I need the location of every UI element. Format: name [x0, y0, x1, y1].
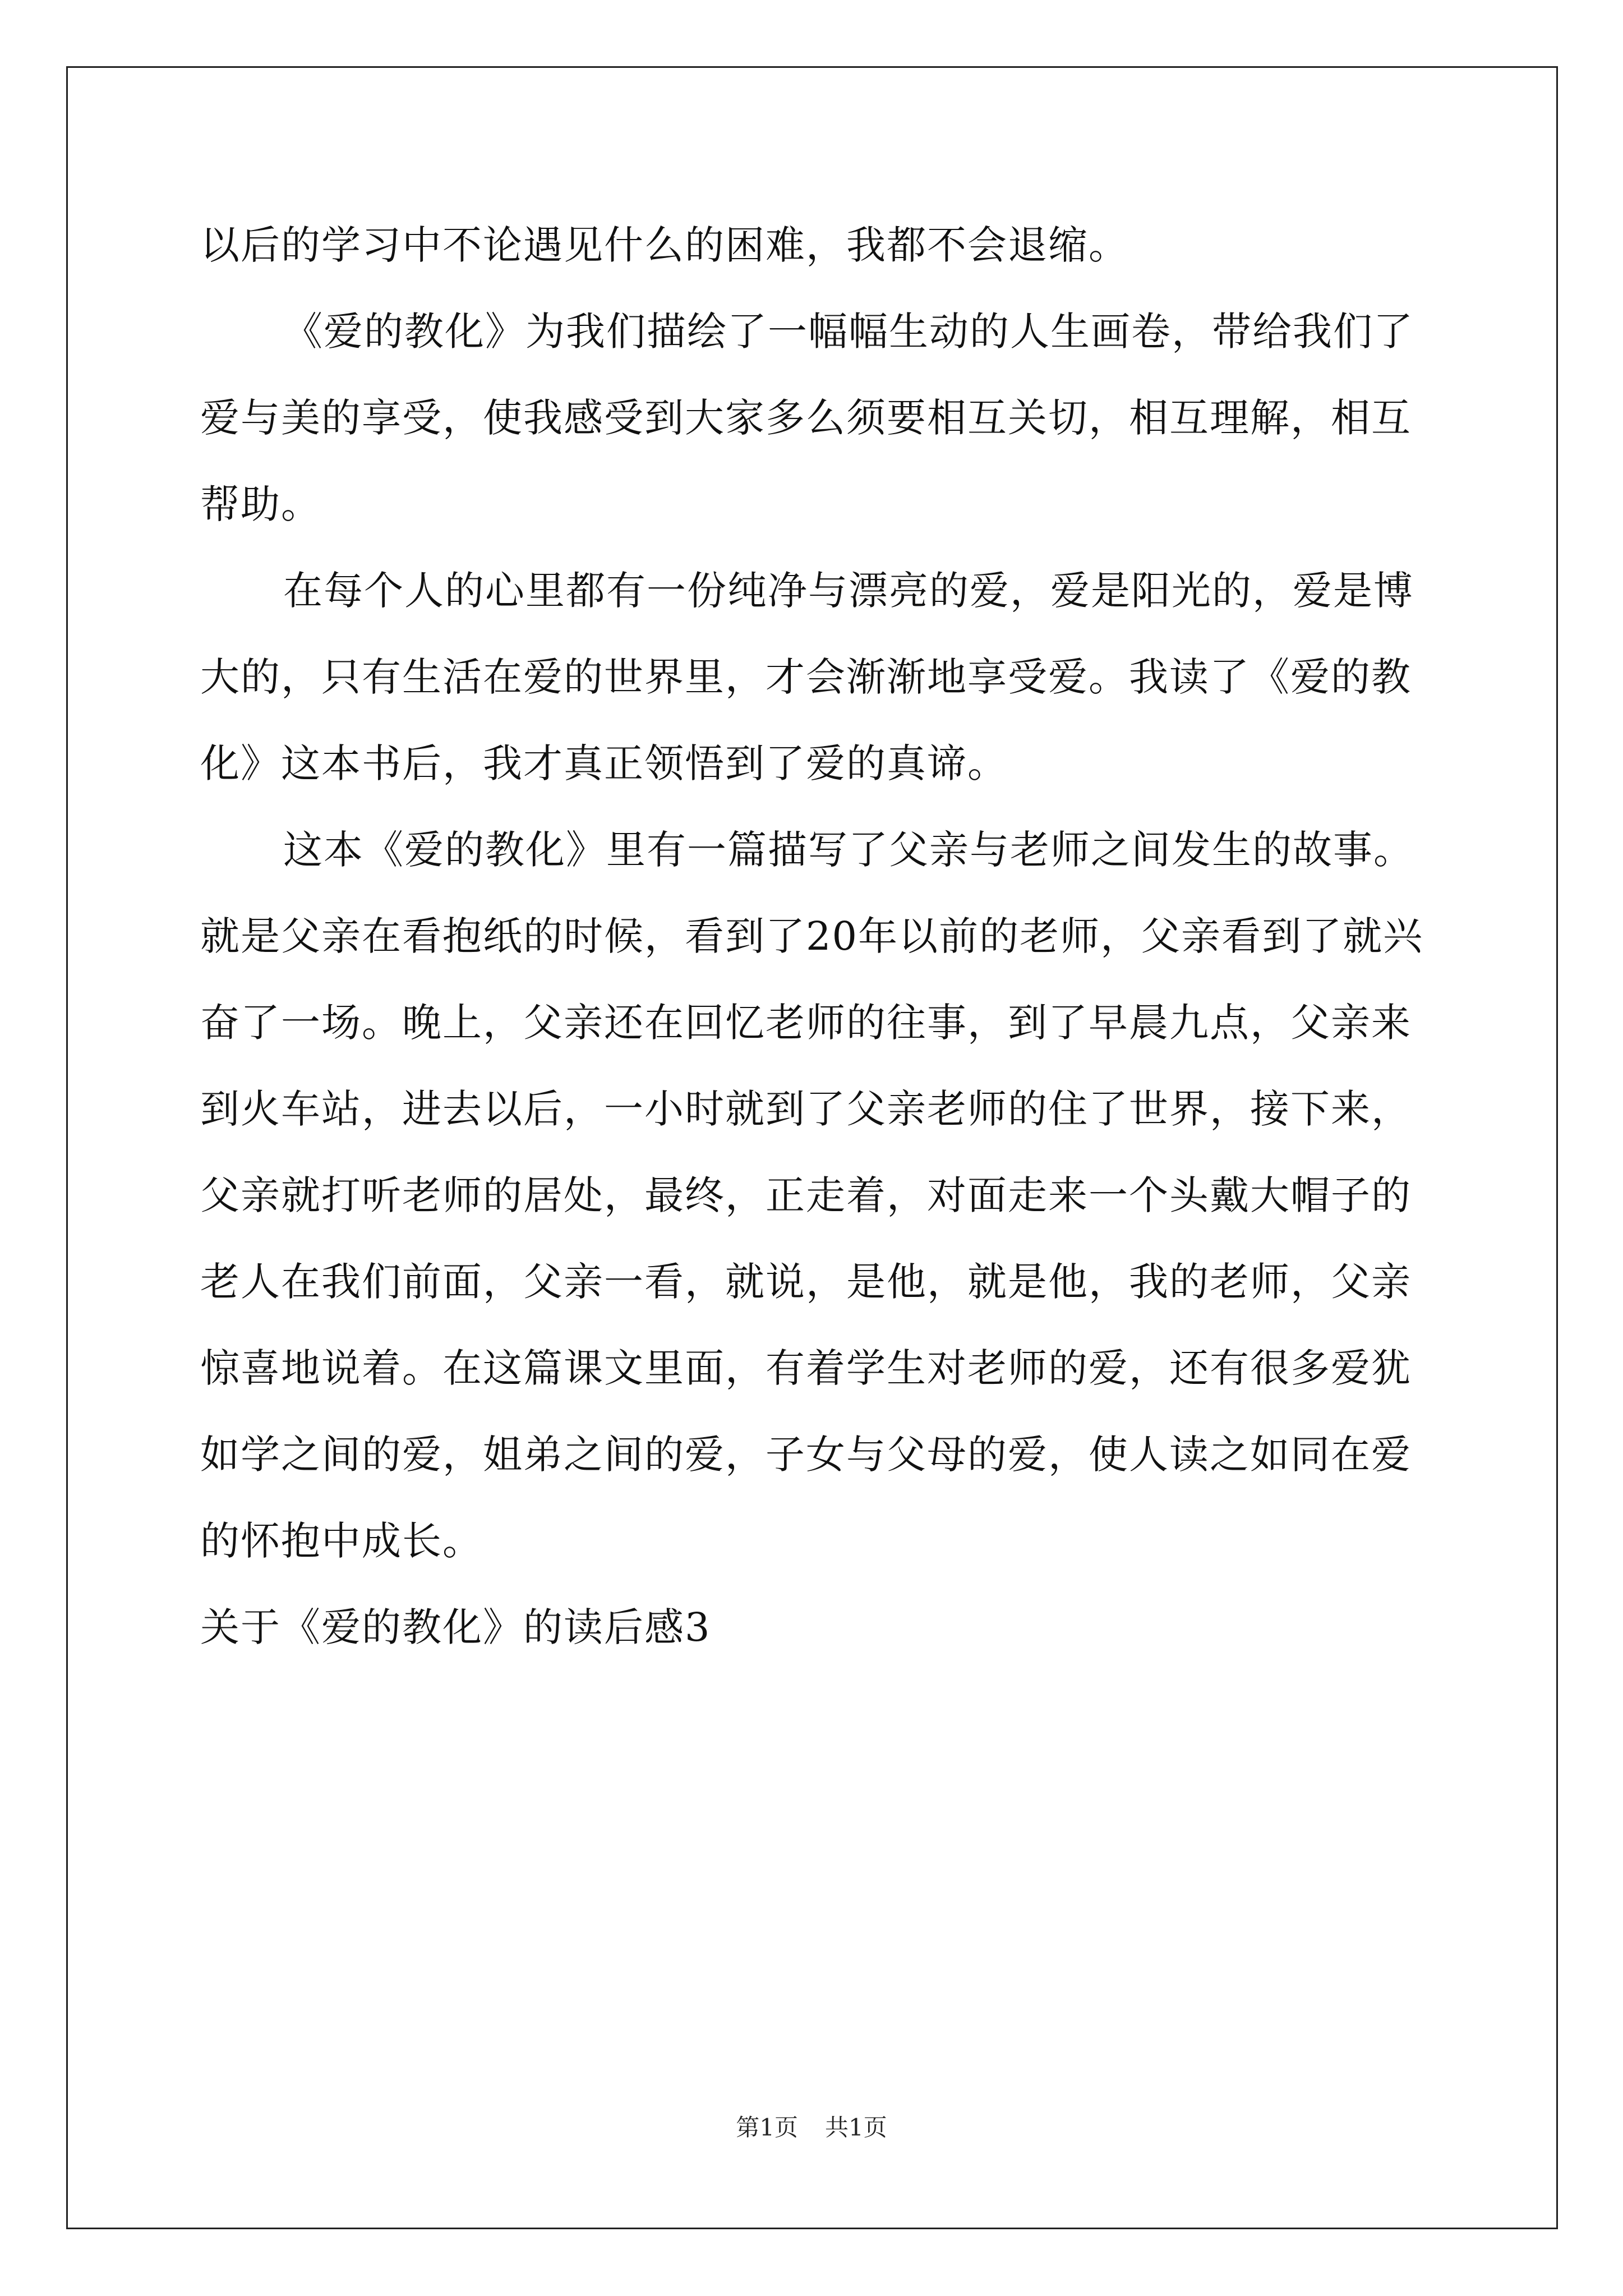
- text-line: 如学之间的爱，姐弟之间的爱，子女与父母的爱，使人读之如同在爱: [200, 1432, 1412, 1478]
- text-line: 的怀抱中成长。: [200, 1518, 483, 1564]
- text-line: 父亲就打听老师的居处，最终，正走着，对面走来一个头戴大帽子的: [200, 1172, 1412, 1218]
- page-number: 第1页: [736, 2114, 798, 2141]
- text-line: 《爱的教化》为我们描绘了一幅幅生动的人生画卷，带给我们了: [283, 309, 1414, 355]
- text-line: 帮助。: [200, 481, 321, 527]
- text-line: 奋了一场。晚上，父亲还在回忆老师的往事，到了早晨九点，父亲来: [200, 1000, 1412, 1046]
- text-line: 大的，只有生活在爱的世界里，才会渐渐地享受爱。我读了《爱的教: [200, 654, 1412, 700]
- text-line: 在每个人的心里都有一份纯净与漂亮的爱，爱是阳光的，爱是博: [283, 568, 1414, 614]
- text-line: 爱与美的享受，使我感受到大家多么须要相互关切，相互理解，相互: [200, 395, 1412, 441]
- text-line: 就是父亲在看抱纸的时候，看到了20年以前的老师，父亲看到了就兴: [200, 913, 1424, 959]
- text-line: 这本《爱的教化》里有一篇描写了父亲与老师之间发生的故事。: [283, 827, 1414, 873]
- document-body: [200, 202, 1434, 1671]
- page-footer: [0, 2109, 1623, 2143]
- text-line: 到火车站，进去以后，一小时就到了父亲老师的住了世界，接下来，: [200, 1086, 1412, 1132]
- text-line: 老人在我们前面，父亲一看，就说，是他，就是他，我的老师，父亲: [200, 1259, 1412, 1305]
- text-line: 惊喜地说着。在这篇课文里面，有着学生对老师的爱，还有很多爱犹: [200, 1345, 1412, 1391]
- section-heading: 关于《爱的教化》的读后感3: [200, 1604, 711, 1650]
- text-line: 以后的学习中不论遇见什么的困难，我都不会退缩。: [200, 222, 1129, 268]
- text-line: 化》这本书后，我才真正领悟到了爱的真谛。: [200, 740, 1008, 786]
- page-total: 共1页: [825, 2114, 887, 2141]
